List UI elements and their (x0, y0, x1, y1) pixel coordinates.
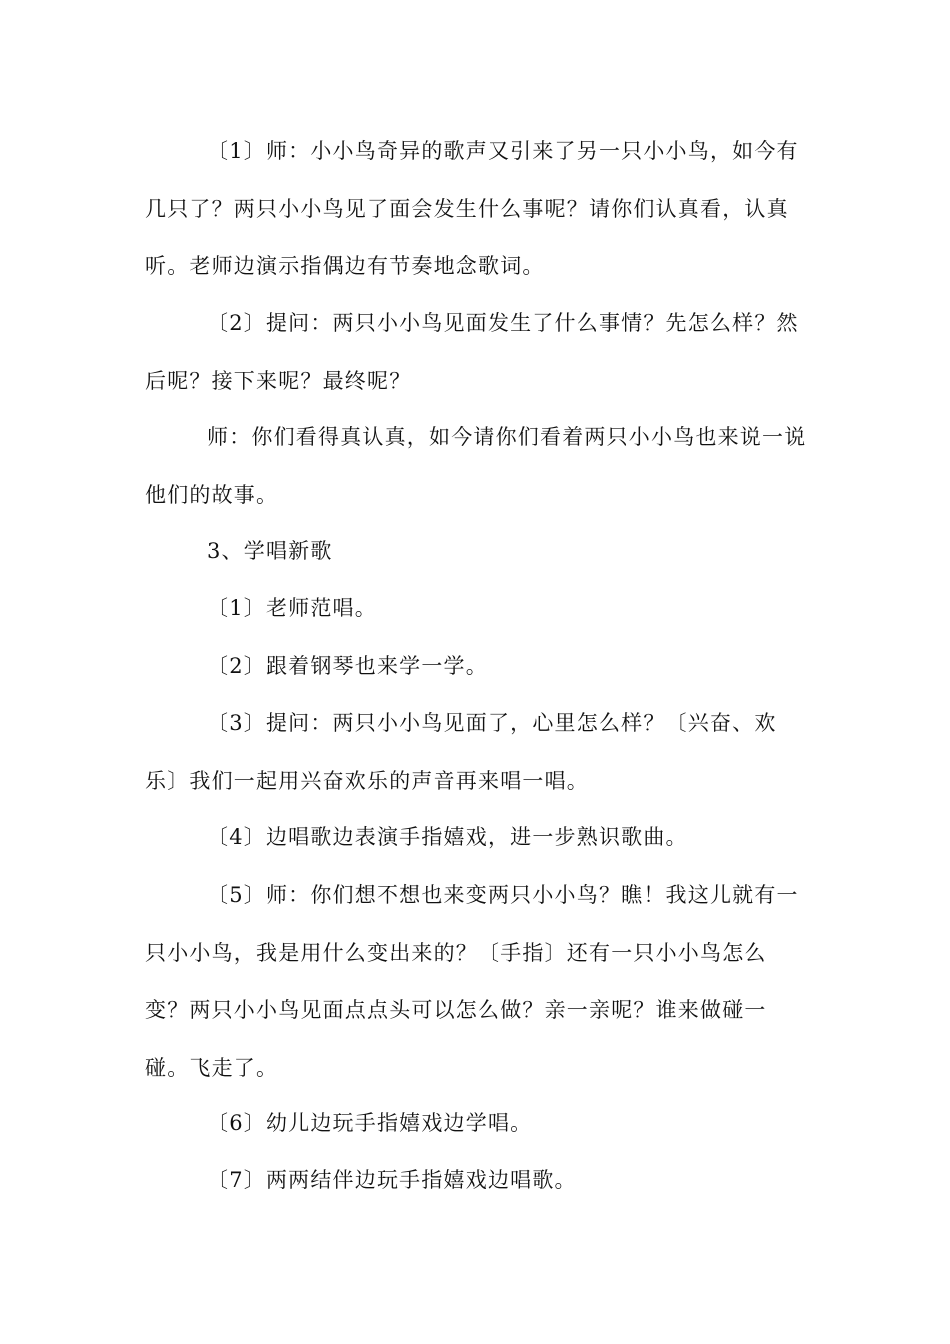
paragraph-1: 〔1〕师：小小鸟奇异的歌声又引来了另一只小小鸟，如今有几只了？两只小小鸟见了面会发生什么事呢？请你们认真看，认真听。老师边演示指偶边有节奏地念歌词。 (145, 139, 799, 278)
paragraph-4: 〔1〕老师范唱。 (207, 596, 377, 620)
paragraph-3: 师：你们看得真认真，如今请你们看着两只小小鸟也来说一说他们的故事。 (145, 425, 807, 507)
paragraph-2: 〔2〕提问：两只小小鸟见面发生了什么事情？先怎么样？然后呢？接下来呢？最终呢？ (145, 311, 799, 393)
paragraph-6: 〔3〕提问：两只小小鸟见面了，心里怎么样？〔兴奋、欢乐〕我们一起用兴奋欢乐的声音再来唱一唱。 (145, 711, 777, 793)
paragraph-8: 〔5〕师：你们想不想也来变两只小小鸟？瞧！我这儿就有一只小小鸟，我是用什么变出来的？〔手指〕还有一只小小鸟怎么变？两只小小鸟见面点点头可以怎么做？亲一亲呢？谁来做碰一碰。飞走了。 (145, 883, 799, 1080)
paragraph-9: 〔6〕幼儿边玩手指嬉戏边学唱。 (207, 1111, 533, 1135)
paragraph-10: 〔7〕两两结伴边玩手指嬉戏边唱歌。 (207, 1168, 577, 1192)
paragraph-5: 〔2〕跟着钢琴也来学一学。 (207, 654, 488, 678)
section-heading: 3、学唱新歌 (207, 539, 333, 563)
paragraph-7: 〔4〕边唱歌边表演手指嬉戏，进一步熟识歌曲。 (207, 825, 688, 849)
